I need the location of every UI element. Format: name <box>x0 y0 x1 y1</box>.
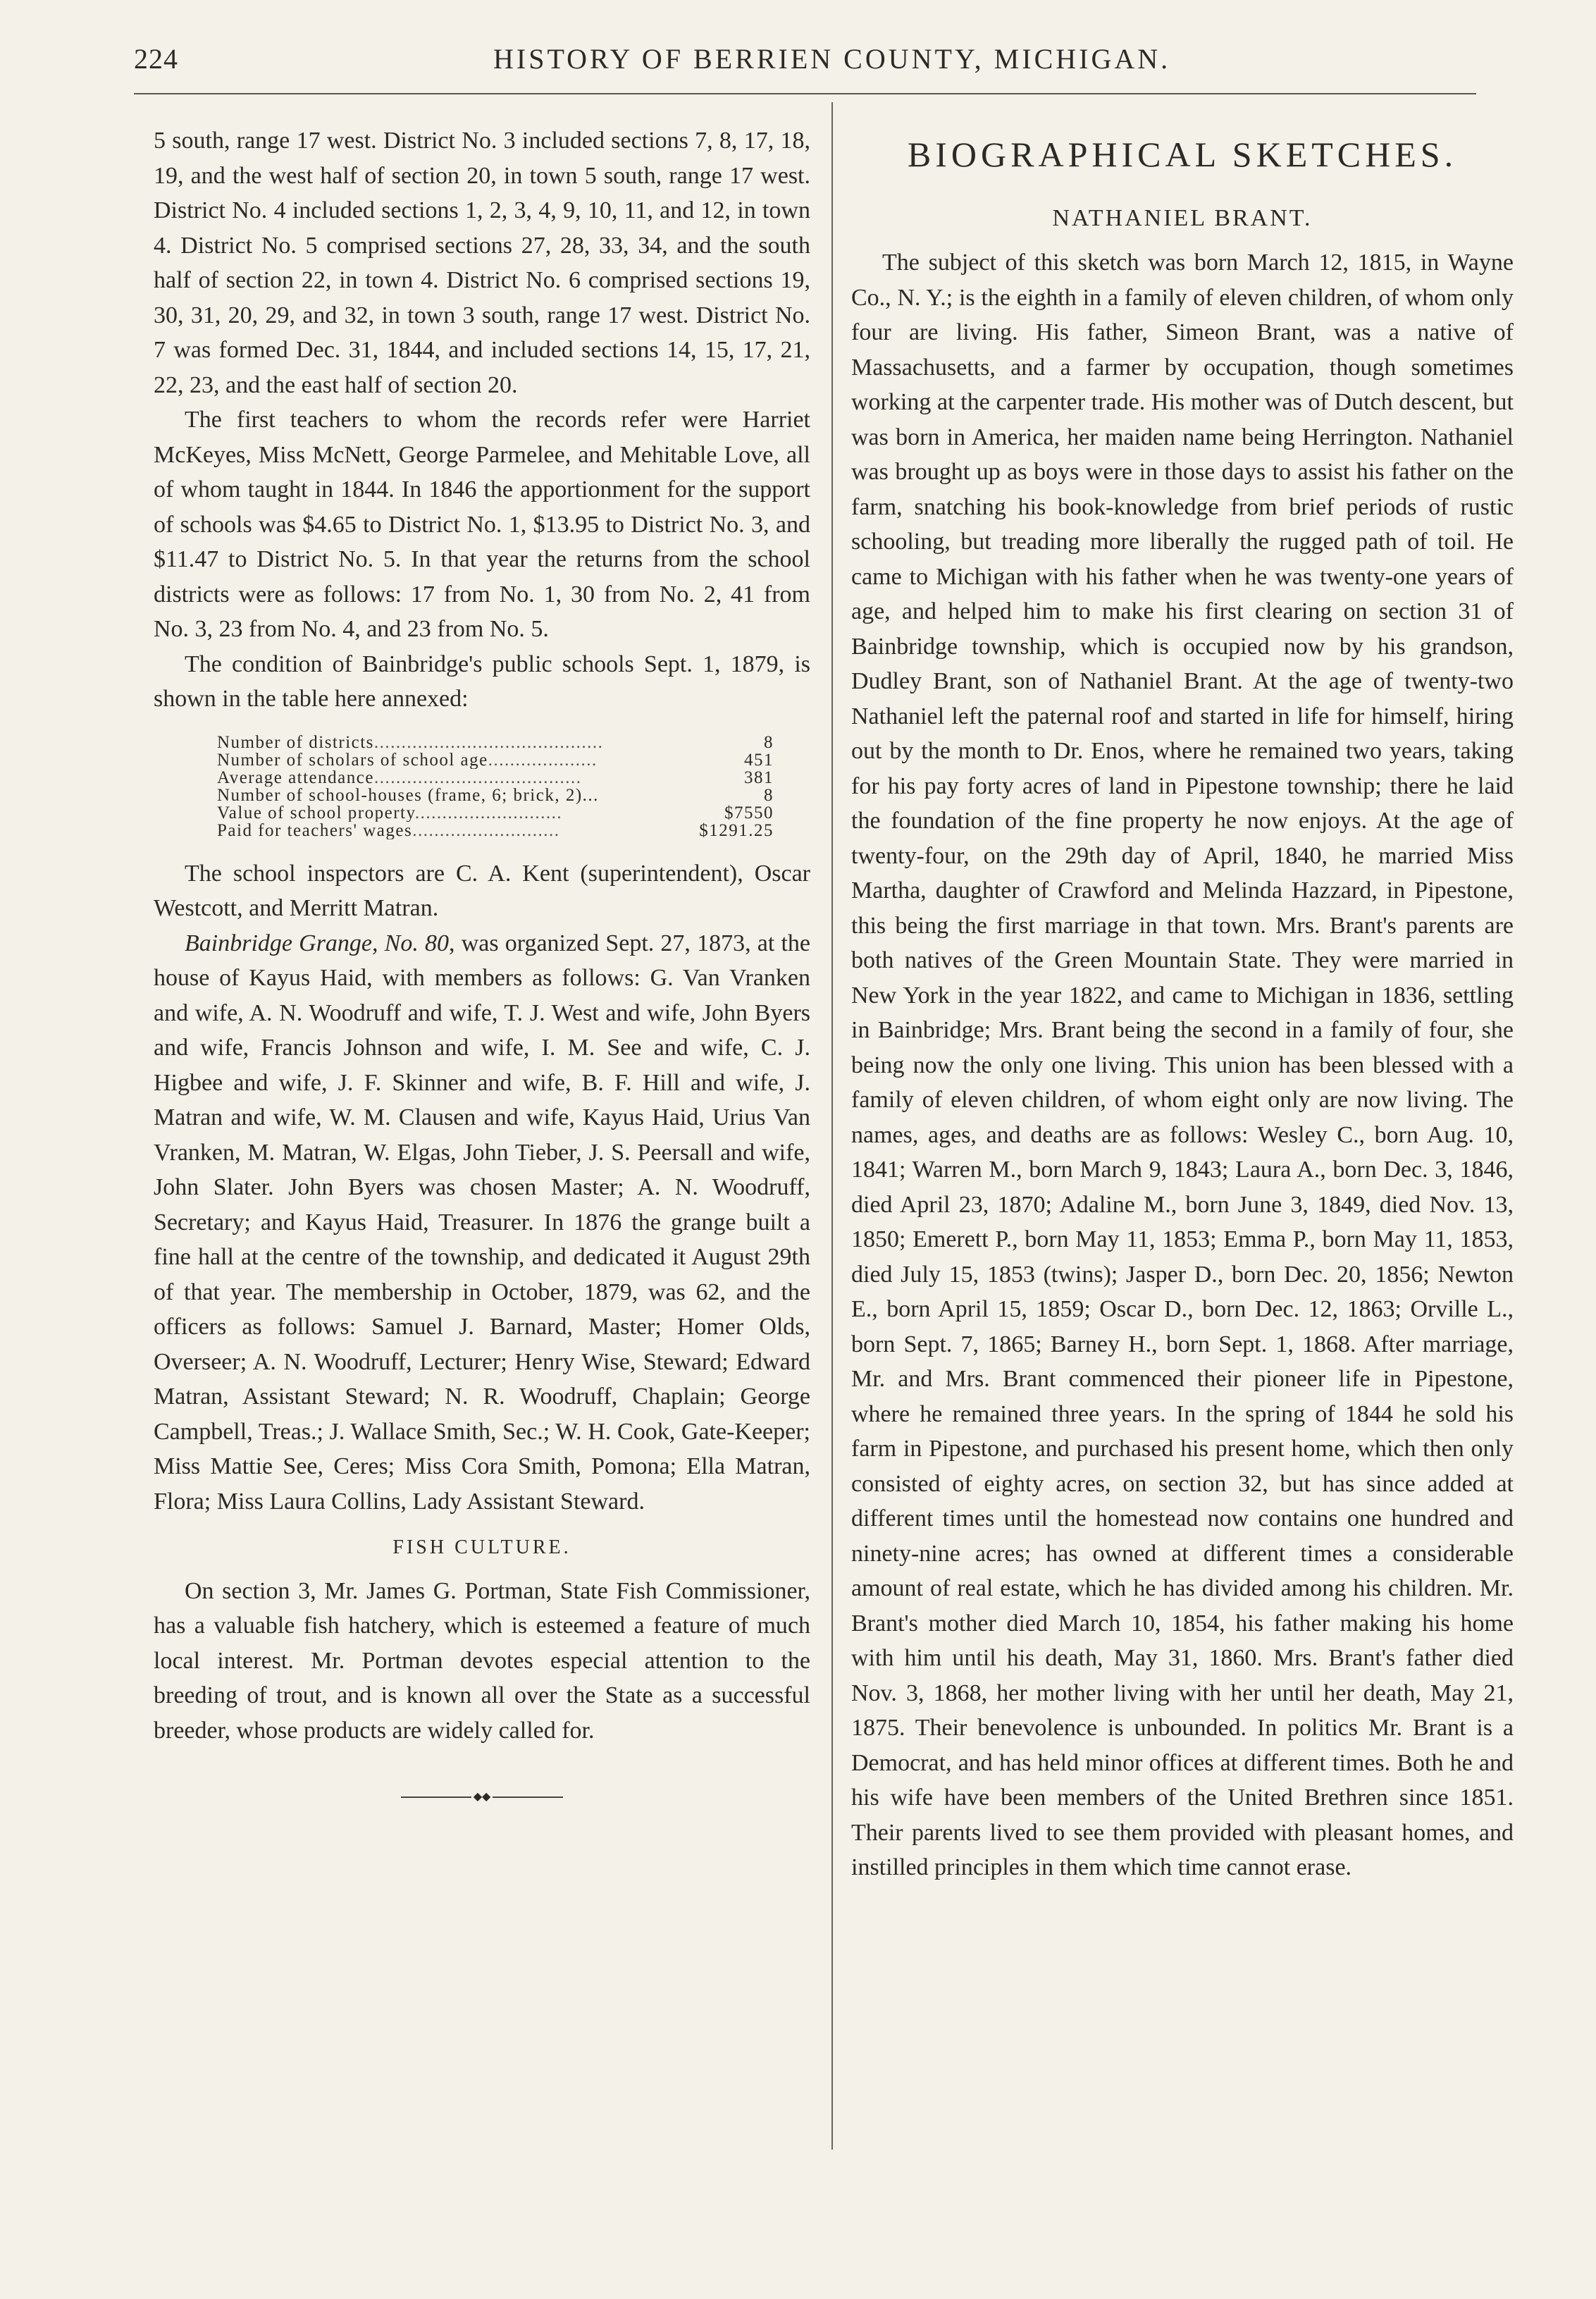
fish-culture-heading: FISH CULTURE. <box>392 1536 571 1558</box>
header-rule <box>134 93 1476 94</box>
table-row <box>217 769 774 787</box>
table-value: 8 <box>764 785 774 805</box>
teachers-paragraph: The first teachers to whom the records refer were Harriet McKeyes, Miss McNett, George Parmelee, and Mehitable Love, all of whom taught in 1844. In 1846 the apportionment for the support of schools was $4.65 to District No. 1, $13.95 to District No. 3, and $11.47 to District No. 5. In that year the returns from the school districts were as follows: 17 from No. 1, 30 from No. 2, 41 from No. 3, 23 from No. 4, and 23 from No. 5. <box>154 407 810 642</box>
schools-condition-paragraph: The condition of Bainbridge's public schools Sept. 1, 1879, is shown in the table here annexed: <box>154 651 810 712</box>
left-column <box>154 123 810 1804</box>
fish-culture-paragraph: On section 3, Mr. James G. Portman, State Fish Commissioner, has a valuable fish hatchery, which is esteemed a feature of much local interest. Mr. Portman devotes especial attention to the breeding of trout, and is known all over the State as a successful breeder, whose products are widely called for. <box>154 1577 810 1744</box>
table-value: $1291.25 <box>699 820 774 840</box>
table-row <box>217 822 774 839</box>
table-row <box>217 787 774 804</box>
table-label: Average attendance...................................... <box>217 768 582 787</box>
biography-paragraph: The subject of this sketch was born March 12, 1815, in Wayne Co., N. Y.; is the eighth in a family of eleven children, of whom only four are living. His father, Simeon Brant, was a native of Massachusetts, and a farmer by occupation, though sometimes working at the carpenter trade. His mother was of Dutch descent, but was born in America, her maiden name being Herrington. Nathaniel was brought up as boys were in those days to assist his father on the farm, snatching his book-knowledge from brief periods of rustic schooling, but treading more liberally the rugged path of toil. He came to Michigan with his father when he was twenty-one years of age, and helped him to make his first clearing on section 31 of Bainbridge township, which is occupied now by his grandson, Dudley Brant, son of Nathaniel Brant. At the age of twenty-two Nathaniel left the paternal roof and started in life for himself, hiring out by the month to Dr. Enos, where he remained two years, taking for his pay forty acres of land in Pipestone township; there he laid the foundation of the fine property he now enjoys. At the age of twenty-four, on the 29th day of April, 1840, he married Miss Martha, daughter of Crawford and Melinda Hazzard, in Pipestone, this being the first marriage in that town. Mrs. Brant's parents are both natives of the Green Mountain State. They were married in New York in the year 1822, and came to Michigan in 1836, settling in Bainbridge; Mrs. Brant being the second in a family of four, she being now the only one living. This union has been blessed with a family of eleven children, of whom eight only are now living. The names, ages, and deaths are as follows: Wesley C., born Aug. 10, 1841; Warren M., born March 9, 1843; Laura A., born Dec. 3, 1846, died April 23, 1870; Adaline M., born June 3, 1849, died Nov. 13, 1850; Emerett P., born May 11, 1853; Emma P., born May 11, 1853, died July 15, 1853 (twins); Jasper D., born Dec. 20, 1856; Newton E., born April 15, 1859; Oscar D., born Dec. 12, 1863; Orville L., born Sept. 7, 1865; Barney H., born Sept. 1, 1868. After marriage, Mr. and Mrs. Brant commenced their pioneer life in Pipestone, where he remained three years. In the spring of 1844 he sold his farm in Pipestone, and purchased his present home, which then only consisted of eighty acres, on section 32, but has since added at different times until the homestead now contains one hundred and ninety-nine acres; has owned at different times a considerable amount of real estate, which he has divided among his children. Mr. Brant's mother died March 10, 1854, his father making his home with him until his death, May 31, 1860. Mrs. Brant's father died Nov. 3, 1868, her mother living with her until her death, May 21, 1875. Their benevolence is unbounded. In politics Mr. Brant is a Democrat, and has held minor offices at different times. Both he and his wife have been members of the United Brethren since 1851. Their parents lived to see them provided with pleasant homes, and instilled principles in them which time cannot erase. <box>851 249 1514 1880</box>
right-column <box>851 123 1514 1885</box>
sketch-subject-name: NATHANIEL BRANT. <box>1052 204 1313 231</box>
table-value: 381 <box>744 768 774 787</box>
table-label: Number of scholars of school age.................... <box>217 751 598 769</box>
table-label: Value of school property........................... <box>217 803 563 822</box>
table-row <box>217 751 774 769</box>
table-value: $7550 <box>724 803 774 822</box>
table-value: 451 <box>744 750 774 770</box>
page-number: 224 <box>134 43 178 75</box>
table-label: Paid for teachers' wages........................... <box>217 821 560 839</box>
districts-paragraph: 5 south, range 17 west. District No. 3 included sections 7, 8, 17, 18, 19, and the west half of section 20, in town 5 south, range 17 west. District No. 4 included sections 1, 2, 3, 4, 9, 10, 11, and 12, in town 4. District No. 5 comprised sections 27, 28, 33, 34, and the south half of section 22, in town 4. District No. 6 comprised sections 19, 30, 31, 20, 29, and 32, in town 3 south, range 17 west. District No. 7 was formed Dec. 31, 1844, and included sections 14, 15, 17, 21, 22, 23, and the east half of section 20. <box>154 128 810 398</box>
grange-title: Bainbridge Grange, No. 80 <box>185 930 450 956</box>
inspectors-paragraph: The school inspectors are C. A. Kent (superintendent), Oscar Westcott, and Merritt Matran. <box>154 860 810 921</box>
biographical-sketches-title: BIOGRAPHICAL SKETCHES. <box>907 135 1458 174</box>
grange-text: , was organized Sept. 27, 1873, at the house of Kayus Haid, with members as follows: G. Van Vranken and wife, A. N. Woodruff and wife, T. J. West and wife, John Byers and wife, Francis Johnson and wife, I. M. See and wife, C. J. Higbee and wife, J. F. Skinner and wife, B. F. Hill and wife, J. Matran and wife, W. M. Clausen and wife, Kayus Haid, Urius Van Vranken, M. Matran, W. Elgas, John Tieber, J. S. Peersall and wife, John Slater. John Byers was chosen Master; A. N. Woodruff, Secretary; and Kayus Haid, Treasurer. In 1876 the grange built a fine hall at the centre of the township, and dedicated it August 29th of that year. The membership in October, 1879, was 62, and the officers as follows: Samuel J. Barnard, Master; Homer Olds, Overseer; A. N. Woodruff, Lecturer; Henry Wise, Steward; Edward Matran, Assistant Steward; N. R. Woodruff, Chaplain; George Campbell, Treas.; J. Wallace Smith, Sec.; W. H. Cook, Gate-Keeper; Miss Mattie See, Ceres; Miss Cora Smith, Pomona; Ella Matran, Flora; Miss Laura Collins, Lady Assistant Steward. <box>154 930 810 1515</box>
grange-paragraph <box>154 926 810 1520</box>
column-divider <box>831 102 833 2150</box>
table-row <box>217 734 774 751</box>
table-value: 8 <box>764 732 774 752</box>
running-head: HISTORY OF BERRIEN COUNTY, MICHIGAN. <box>493 43 1171 75</box>
table-label: Number of districts.......................................... <box>217 733 604 751</box>
section-end-ornament: ◆◆ <box>401 1790 563 1804</box>
table-label: Number of school-houses (frame, 6; brick, 2)... <box>217 786 599 804</box>
table-row <box>217 804 774 822</box>
school-statistics-table <box>217 734 774 839</box>
